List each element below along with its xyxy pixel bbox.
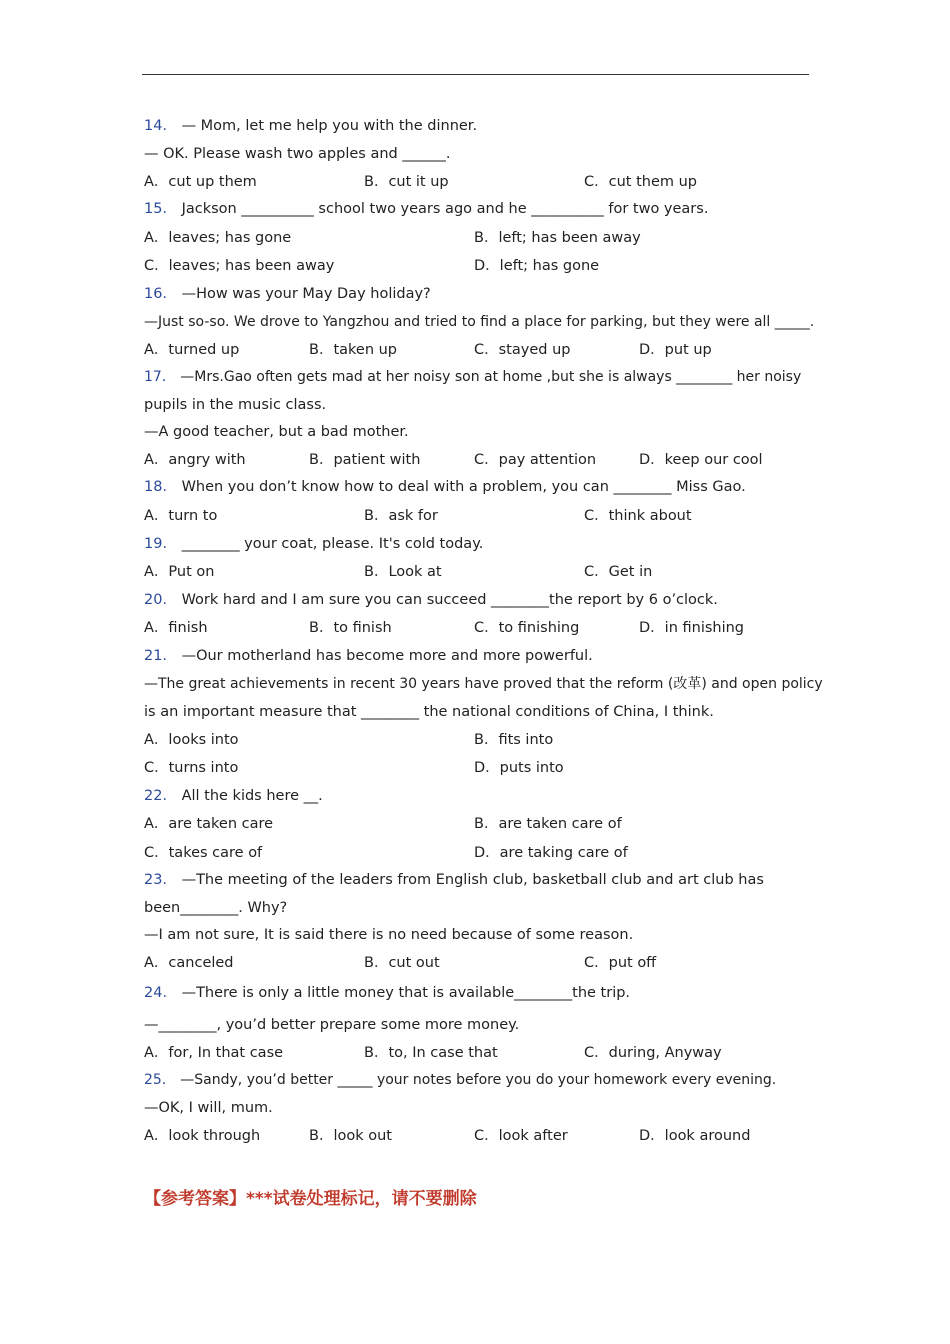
option-19-b[interactable]: B．Look at	[364, 564, 442, 580]
question-17-line-3: —A good teacher, but a bad mother.	[144, 424, 409, 440]
option-14-a[interactable]: A．cut up them	[144, 174, 257, 190]
question-15: 15． Jackson __________ school two years ago and he __________ for two years.	[144, 201, 709, 217]
option-20-b[interactable]: B．to finish	[309, 620, 392, 636]
option-23-a[interactable]: A．canceled	[144, 955, 234, 971]
option-22-d[interactable]: D．are taking care of	[474, 845, 628, 861]
option-15-a[interactable]: A．leaves; has gone	[144, 230, 292, 246]
option-24-a[interactable]: A．for, In that case	[144, 1045, 284, 1061]
question-20: 20． Work hard and I am sure you can succeed ________the report by 6 o’clock.	[144, 592, 718, 608]
option-23-c[interactable]: C．put off	[584, 955, 657, 971]
question-17: 17． —Mrs.Gao often gets mad at her noisy son at home ,but she is always ________ her noisy	[144, 369, 802, 385]
question-23-line-2: been________. Why?	[144, 900, 288, 916]
option-21-a[interactable]: A．looks into	[144, 732, 239, 748]
option-21-d[interactable]: D．puts into	[474, 760, 564, 776]
option-15-d[interactable]: D．left; has gone	[474, 258, 600, 274]
question-21-line-2: —The great achievements in recent 30 years have proved that the reform (改革) and open policy	[144, 676, 823, 692]
option-22-b[interactable]: B．are taken care of	[474, 816, 622, 832]
question-23-line-3: —I am not sure, It is said there is no need because of some reason.	[144, 927, 634, 943]
question-22: 22． All the kids here __.	[144, 788, 323, 804]
option-17-b[interactable]: B．patient with	[309, 452, 421, 468]
option-18-a[interactable]: A．turn to	[144, 508, 218, 524]
header-rule	[142, 74, 809, 75]
option-16-d[interactable]: D．put up	[639, 342, 712, 358]
option-25-c[interactable]: C．look after	[474, 1128, 568, 1144]
question-25-line-2: —OK, I will, mum.	[144, 1100, 273, 1116]
option-20-d[interactable]: D．in finishing	[639, 620, 745, 636]
question-21-line-3: is an important measure that ________ the national conditions of China, I think.	[144, 704, 714, 720]
question-16-line: —Just so-so. We drove to Yangzhou and tried to find a place for parking, but they were all _____.	[144, 314, 815, 330]
option-18-c[interactable]: C．think about	[584, 508, 692, 524]
question-23: 23． —The meeting of the leaders from English club, basketball club and art club has	[144, 872, 764, 888]
option-18-b[interactable]: B．ask for	[364, 508, 438, 524]
option-20-a[interactable]: A．finish	[144, 620, 208, 636]
option-19-a[interactable]: A．Put on	[144, 564, 215, 580]
option-16-b[interactable]: B．taken up	[309, 342, 398, 358]
option-25-b[interactable]: B．look out	[309, 1128, 392, 1144]
option-17-a[interactable]: A．angry with	[144, 452, 246, 468]
option-17-c[interactable]: C．pay attention	[474, 452, 597, 468]
question-14-line: — OK. Please wash two apples and ______.	[144, 146, 451, 162]
option-14-b[interactable]: B．cut it up	[364, 174, 449, 190]
option-15-b[interactable]: B．left; has been away	[474, 230, 641, 246]
question-24-line-2: —________, you’d better prepare some more money.	[144, 1017, 520, 1033]
question-17-line-2: pupils in the music class.	[144, 397, 327, 413]
answer-heading: 【参考答案】***试卷处理标记，请不要删除	[144, 1189, 477, 1209]
option-24-c[interactable]: C．during, Anyway	[584, 1045, 722, 1061]
option-25-a[interactable]: A．look through	[144, 1128, 261, 1144]
option-14-c[interactable]: C．cut them up	[584, 174, 698, 190]
option-19-c[interactable]: C．Get in	[584, 564, 653, 580]
question-21: 21． —Our motherland has become more and more powerful.	[144, 648, 593, 664]
option-20-c[interactable]: C．to finishing	[474, 620, 580, 636]
option-16-c[interactable]: C．stayed up	[474, 342, 571, 358]
option-24-b[interactable]: B．to, In case that	[364, 1045, 498, 1061]
option-21-c[interactable]: C．turns into	[144, 760, 239, 776]
question-19: 19． ________ your coat, please. It's cold today.	[144, 536, 484, 552]
question-16: 16． —How was your May Day holiday?	[144, 286, 431, 302]
question-18: 18． When you don’t know how to deal with a problem, you can ________ Miss Gao.	[144, 479, 746, 495]
question-25: 25． —Sandy, you’d better _____ your notes before you do your homework every evening.	[144, 1072, 777, 1088]
option-23-b[interactable]: B．cut out	[364, 955, 440, 971]
option-22-a[interactable]: A．are taken care	[144, 816, 274, 832]
option-22-c[interactable]: C．takes care of	[144, 845, 263, 861]
option-15-c[interactable]: C．leaves; has been away	[144, 258, 335, 274]
option-16-a[interactable]: A．turned up	[144, 342, 240, 358]
option-21-b[interactable]: B．fits into	[474, 732, 554, 748]
option-17-d[interactable]: D．keep our cool	[639, 452, 763, 468]
question-24: 24． —There is only a little money that is available________the trip.	[144, 985, 631, 1001]
option-25-d[interactable]: D．look around	[639, 1128, 751, 1144]
question-14: 14． — Mom, let me help you with the dinner.	[144, 118, 478, 134]
